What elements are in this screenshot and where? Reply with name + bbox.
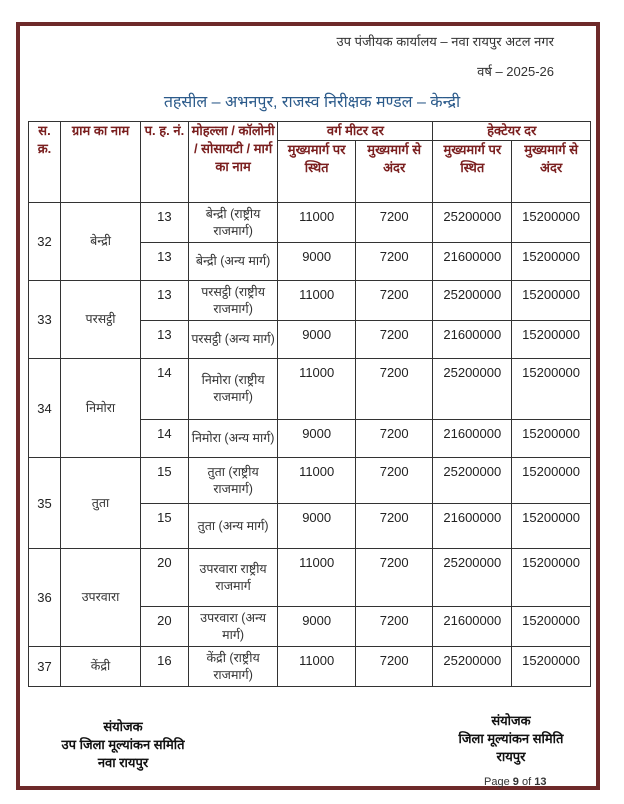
tehsil-subtitle: तहसील – अभनपुर, राजस्व निरीक्षक मण्डल – केन्द्री <box>163 94 461 111</box>
footer-left-line3: नवा रायपुर <box>97 755 149 770</box>
table-row <box>29 549 591 607</box>
rates-table-body <box>29 203 591 687</box>
ph-number-cell: 20 <box>141 607 189 647</box>
ph-number-cell: 15 <box>141 458 189 504</box>
ha-inside-cell: 15200000 <box>512 607 591 647</box>
sqm-inside-cell: 7200 <box>355 504 433 549</box>
sqm-on-main-cell: 9000 <box>278 504 356 549</box>
locality-cell: परसट्ठी (अन्य मार्ग) <box>188 321 278 359</box>
header-sqm-group: वर्ग मीटर दर <box>278 122 433 141</box>
page-prefix: Page <box>484 776 510 788</box>
sqm-on-main-cell: 11000 <box>278 549 356 607</box>
year-label: वर्ष – 2025-26 <box>477 64 554 79</box>
ph-number-cell: 16 <box>141 647 189 687</box>
sqm-on-main-cell: 11000 <box>278 458 356 504</box>
serial-number-cell: 33 <box>29 281 61 359</box>
sqm-on-main-cell: 11000 <box>278 203 356 243</box>
ph-number-cell: 14 <box>141 359 189 420</box>
sqm-inside-cell: 7200 <box>355 321 433 359</box>
locality-cell: तुता (राष्ट्रीय राजमार्ग) <box>188 458 278 504</box>
locality-cell: निमोरा (अन्य मार्ग) <box>188 420 278 458</box>
sqm-on-main-cell: 9000 <box>278 420 356 458</box>
ha-on-main-cell: 21600000 <box>433 321 512 359</box>
header-ha-on-main: मुख्यमार्ग पर स्थित <box>433 141 512 203</box>
header-hectare-group: हेक्टेयर दर <box>433 122 591 141</box>
sqm-inside-cell: 7200 <box>355 281 433 321</box>
ha-on-main-cell: 21600000 <box>433 420 512 458</box>
footer-right-signatory <box>446 712 576 766</box>
locality-cell: निमोरा (राष्ट्रीय राजमार्ग) <box>188 359 278 420</box>
locality-cell: केंद्री (राष्ट्रीय राजमार्ग) <box>188 647 278 687</box>
ph-number-cell: 20 <box>141 549 189 607</box>
sqm-inside-cell: 7200 <box>355 243 433 281</box>
sqm-on-main-cell: 11000 <box>278 281 356 321</box>
sqm-inside-cell: 7200 <box>355 458 433 504</box>
header-locality: मोहल्ला / कॉलोनी / सोसायटी / मार्ग का नाम <box>188 122 278 203</box>
ph-number-cell: 13 <box>141 321 189 359</box>
rates-table <box>28 121 591 687</box>
table-row <box>29 281 591 321</box>
sqm-inside-cell: 7200 <box>355 420 433 458</box>
sqm-inside-cell: 7200 <box>355 359 433 420</box>
ph-number-cell: 14 <box>141 420 189 458</box>
footer-left-line2: उप जिला मूल्यांकन समिति <box>61 737 185 752</box>
sqm-on-main-cell: 9000 <box>278 243 356 281</box>
locality-cell: बेन्द्री (राष्ट्रीय राजमार्ग) <box>188 203 278 243</box>
ha-on-main-cell: 21600000 <box>433 243 512 281</box>
ha-on-main-cell: 25200000 <box>433 203 512 243</box>
ha-inside-cell: 15200000 <box>512 420 591 458</box>
ha-on-main-cell: 21600000 <box>433 504 512 549</box>
ha-inside-cell: 15200000 <box>512 281 591 321</box>
page-total: 13 <box>534 776 547 788</box>
ha-inside-cell: 15200000 <box>512 359 591 420</box>
header-village: ग्राम का नाम <box>61 122 141 203</box>
ph-number-cell: 13 <box>141 243 189 281</box>
ha-on-main-cell: 25200000 <box>433 281 512 321</box>
sqm-on-main-cell: 11000 <box>278 359 356 420</box>
page-of: of <box>521 776 532 788</box>
village-name-cell: निमोरा <box>61 359 141 458</box>
serial-number-cell: 34 <box>29 359 61 458</box>
ph-number-cell: 13 <box>141 281 189 321</box>
ph-number-cell: 15 <box>141 504 189 549</box>
sqm-inside-cell: 7200 <box>355 607 433 647</box>
village-name-cell: परसट्ठी <box>61 281 141 359</box>
sqm-on-main-cell: 9000 <box>278 321 356 359</box>
locality-cell: उपरवारा राष्ट्रीय राजमार्ग <box>188 549 278 607</box>
ph-number-cell: 13 <box>141 203 189 243</box>
village-name-cell: बेन्द्री <box>61 203 141 281</box>
ha-inside-cell: 15200000 <box>512 647 591 687</box>
locality-cell: उपरवारा (अन्य मार्ग) <box>188 607 278 647</box>
sqm-inside-cell: 7200 <box>355 549 433 607</box>
ha-on-main-cell: 25200000 <box>433 359 512 420</box>
ha-inside-cell: 15200000 <box>512 321 591 359</box>
ha-inside-cell: 15200000 <box>512 243 591 281</box>
office-title: उप पंजीयक कार्यालय – नवा रायपुर अटल नगर <box>336 34 554 49</box>
ha-inside-cell: 15200000 <box>512 458 591 504</box>
header-sno: स. क्र. <box>29 122 61 203</box>
page-current: 9 <box>512 776 519 788</box>
table-row <box>29 458 591 504</box>
serial-number-cell: 37 <box>29 647 61 687</box>
footer-left-line1: संयोजक <box>103 719 143 734</box>
ha-inside-cell: 15200000 <box>512 549 591 607</box>
header-sqm-inside: मुख्यमार्ग से अंदर <box>355 141 433 203</box>
ha-inside-cell: 15200000 <box>512 203 591 243</box>
sqm-on-main-cell: 9000 <box>278 607 356 647</box>
ha-on-main-cell: 21600000 <box>433 607 512 647</box>
locality-cell: तुता (अन्य मार्ग) <box>188 504 278 549</box>
footer-right-line1: संयोजक <box>491 713 531 728</box>
ha-inside-cell: 15200000 <box>512 504 591 549</box>
ha-on-main-cell: 25200000 <box>433 549 512 607</box>
header-ha-inside: मुख्यमार्ग से अंदर <box>512 141 591 203</box>
serial-number-cell: 35 <box>29 458 61 549</box>
header-sqm-on-main: मुख्यमार्ग पर स्थित <box>278 141 356 203</box>
table-row <box>29 203 591 243</box>
sqm-on-main-cell: 11000 <box>278 647 356 687</box>
serial-number-cell: 32 <box>29 203 61 281</box>
table-row <box>29 647 591 687</box>
header-ph: प. ह. नं. <box>141 122 189 203</box>
village-name-cell: उपरवारा <box>61 549 141 647</box>
footer-right-line2: जिला मूल्यांकन समिति <box>458 731 564 746</box>
sqm-inside-cell: 7200 <box>355 203 433 243</box>
ha-on-main-cell: 25200000 <box>433 458 512 504</box>
serial-number-cell: 36 <box>29 549 61 647</box>
page-number <box>484 776 546 788</box>
locality-cell: परसट्ठी (राष्ट्रीय राजमार्ग) <box>188 281 278 321</box>
ha-on-main-cell: 25200000 <box>433 647 512 687</box>
sqm-inside-cell: 7200 <box>355 647 433 687</box>
table-row <box>29 359 591 420</box>
footer-right-line3: रायपुर <box>496 749 526 764</box>
locality-cell: बेन्द्री (अन्य मार्ग) <box>188 243 278 281</box>
village-name-cell: केंद्री <box>61 647 141 687</box>
village-name-cell: तुता <box>61 458 141 549</box>
footer-left-signatory <box>48 718 198 772</box>
